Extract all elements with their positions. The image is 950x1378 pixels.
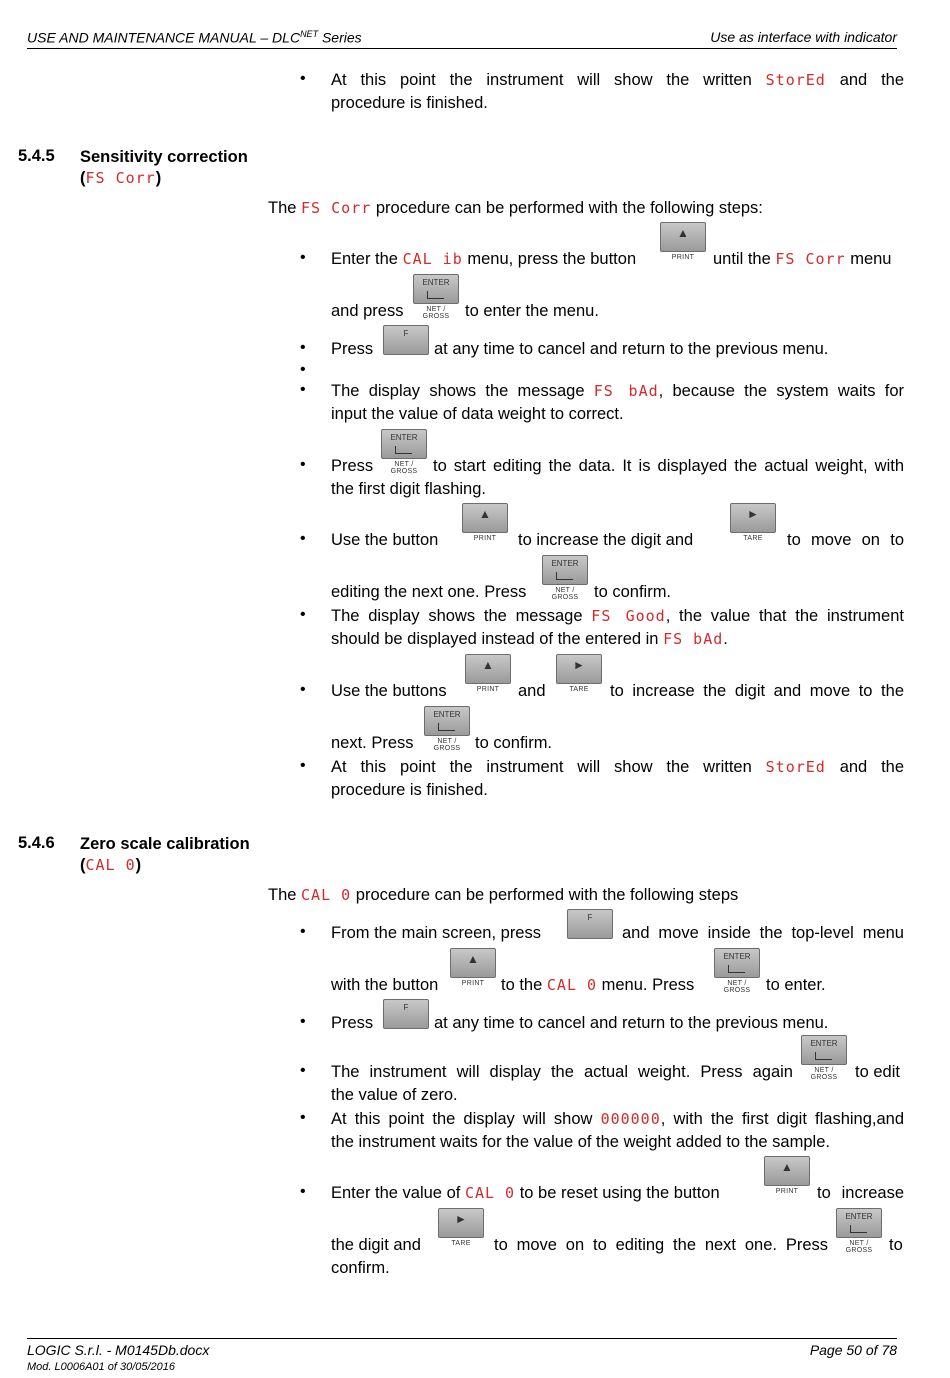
text: should be displayed instead of the entered in bbox=[331, 630, 659, 648]
bullet-dot: • bbox=[300, 381, 306, 398]
button-enter-text: ENTER bbox=[390, 433, 418, 442]
s545-b9 bbox=[331, 756, 904, 802]
enter-netgross-button[interactable] bbox=[542, 555, 588, 601]
button-label: NET / GROSS bbox=[723, 980, 751, 994]
up-arrow-icon: ▲ bbox=[677, 226, 689, 240]
s545-intro bbox=[268, 197, 763, 220]
s545-b5-a: Press bbox=[331, 457, 374, 475]
button-enter-text: ENTER bbox=[810, 1039, 838, 1048]
text: menu bbox=[850, 250, 892, 268]
enter-netgross-button[interactable] bbox=[424, 706, 470, 752]
text: The display shows the message bbox=[331, 607, 583, 625]
s545-b4 bbox=[331, 380, 904, 426]
enter-netgross-button[interactable] bbox=[836, 1208, 882, 1254]
display-stored: StorEd bbox=[765, 71, 826, 89]
button-label: PRINT bbox=[461, 980, 485, 987]
header-manual-title bbox=[27, 29, 362, 46]
text: procedure can be performed with the following steps: bbox=[375, 199, 763, 217]
header-title-series: Series bbox=[318, 29, 362, 46]
bullet-dot: • bbox=[300, 923, 306, 940]
bullet-dot: • bbox=[300, 757, 306, 774]
bullet-dot: • bbox=[300, 606, 306, 623]
bullet-dot: • bbox=[300, 339, 306, 356]
s545-b5-b bbox=[433, 455, 904, 478]
text: , because the system waits for bbox=[658, 382, 904, 400]
line: procedure is finished. bbox=[331, 781, 488, 799]
s545-b8-b: and bbox=[518, 682, 546, 700]
enter-return-icon bbox=[850, 1225, 867, 1233]
s546-b5-d bbox=[494, 1234, 828, 1257]
button-label: NET / GROSS bbox=[845, 1240, 873, 1254]
text: At this point the instrument will show the written bbox=[331, 758, 752, 776]
bullet-dot: • bbox=[300, 530, 306, 547]
print-up-button[interactable] bbox=[764, 1156, 810, 1195]
bullet-dot: • bbox=[300, 361, 306, 378]
button-enter-text: ENTER bbox=[422, 278, 450, 287]
text: At this point the instrument will show the written bbox=[331, 71, 752, 89]
display-stored: StorEd bbox=[765, 758, 826, 776]
right-arrow-icon: ► bbox=[747, 507, 759, 521]
display-zeros: 000000 bbox=[600, 1110, 661, 1128]
s546-b3-b: to edit bbox=[855, 1063, 900, 1081]
s545-b5-c: the first digit flashing. bbox=[331, 480, 486, 498]
button-label: PRINT bbox=[775, 1188, 799, 1195]
s545-b1-c: and press bbox=[331, 302, 404, 320]
s546-b1-d bbox=[501, 974, 694, 997]
button-label: PRINT bbox=[476, 686, 500, 693]
button-label: PRINT bbox=[671, 254, 695, 261]
bullet-dot: • bbox=[300, 681, 306, 698]
text: The bbox=[268, 199, 297, 217]
section-title bbox=[80, 147, 248, 189]
display-cal-0: CAL 0 bbox=[85, 856, 136, 874]
line: The instrument will display the actual weight. Press again bbox=[331, 1063, 793, 1081]
button-label: NET / GROSS bbox=[422, 306, 450, 320]
bullet-dot: • bbox=[300, 1109, 306, 1126]
up-arrow-icon: ▲ bbox=[482, 658, 494, 672]
enter-return-icon bbox=[395, 446, 412, 454]
text: to be reset using the button bbox=[519, 1184, 720, 1202]
text: Enter the value of bbox=[331, 1184, 461, 1202]
footer-document: LOGIC S.r.l. - M0145Db.docx bbox=[27, 1342, 210, 1358]
header-title-sup: NET bbox=[300, 29, 319, 39]
text: . bbox=[723, 630, 728, 648]
page-header bbox=[27, 28, 897, 49]
s546-b2-a: Press bbox=[331, 1014, 374, 1032]
s546-b1-c: with the button bbox=[331, 976, 439, 994]
tare-right-button[interactable] bbox=[730, 503, 776, 542]
tare-right-button[interactable] bbox=[438, 1208, 484, 1247]
line: to move on to bbox=[787, 531, 904, 549]
button-label: NET / GROSS bbox=[551, 587, 579, 601]
line: and move inside the top-level menu bbox=[622, 924, 904, 942]
bullet-dot: • bbox=[300, 249, 306, 266]
text: , the value that the instrument bbox=[665, 607, 904, 625]
s545-b6-e: to confirm. bbox=[594, 583, 672, 601]
section-title-text: Zero scale calibration bbox=[80, 835, 250, 853]
button-label: NET / GROSS bbox=[433, 738, 461, 752]
button-label: TARE bbox=[451, 1240, 471, 1247]
bullet-dot: • bbox=[300, 1013, 306, 1030]
text: , with the first digit flashing,and bbox=[660, 1110, 904, 1128]
s546-b2-b: at any time to cancel and return to the previous menu. bbox=[434, 1014, 829, 1032]
up-arrow-icon: ▲ bbox=[479, 507, 491, 521]
s545-b2-b: at any time to cancel and return to the previous menu. bbox=[434, 340, 829, 358]
text: The bbox=[268, 886, 297, 904]
s546-b3-a bbox=[331, 1061, 793, 1084]
enter-return-icon bbox=[815, 1052, 832, 1060]
s546-b1-a: From the main screen, press bbox=[331, 924, 541, 942]
text: and the bbox=[839, 758, 905, 776]
button-f-text: F bbox=[403, 1003, 409, 1012]
page-footer bbox=[27, 1342, 897, 1358]
display-fs-bad: FS bAd bbox=[663, 630, 724, 648]
section-number: 5.4.6 bbox=[18, 834, 55, 852]
tare-right-button[interactable] bbox=[556, 654, 602, 693]
button-enter-text: ENTER bbox=[723, 952, 751, 961]
s546-intro bbox=[268, 884, 738, 907]
s545-b8-d: next. Press bbox=[331, 734, 414, 752]
f-button[interactable] bbox=[383, 999, 429, 1029]
section-title bbox=[80, 834, 250, 876]
s546-b1-e: to enter. bbox=[766, 976, 826, 994]
text: menu, press the button bbox=[467, 250, 637, 268]
up-arrow-icon: ▲ bbox=[467, 952, 479, 966]
s545-b8-e: to confirm. bbox=[475, 734, 553, 752]
s545-b1-d: to enter the menu. bbox=[465, 302, 599, 320]
footer-page-number: Page 50 of 78 bbox=[809, 1342, 897, 1358]
button-enter-text: ENTER bbox=[845, 1212, 873, 1221]
s545-b8-c bbox=[610, 680, 904, 703]
line: input the value of data weight to correct. bbox=[331, 405, 624, 423]
s546-b3-c: the value of zero. bbox=[331, 1086, 458, 1104]
enter-return-icon bbox=[427, 291, 444, 299]
footer-mod: Mod. L0006A01 of 30/05/2016 bbox=[27, 1361, 176, 1373]
line bbox=[331, 1108, 904, 1131]
s546-b1-b bbox=[622, 922, 904, 945]
button-label: TARE bbox=[569, 686, 589, 693]
line: to increase bbox=[817, 1184, 904, 1202]
print-up-button[interactable] bbox=[465, 654, 511, 693]
section-title-code: (FS Corr) bbox=[80, 169, 162, 187]
right-arrow-icon: ► bbox=[455, 1212, 467, 1226]
button-label: TARE bbox=[743, 535, 763, 542]
display-fs-corr: FS Corr bbox=[775, 250, 846, 268]
footer-divider bbox=[27, 1338, 897, 1339]
f-button[interactable] bbox=[567, 909, 613, 939]
text: The display shows the message bbox=[331, 382, 585, 400]
bullet-dot: • bbox=[300, 1062, 306, 1079]
line: the instrument waits for the value of the weight added to the sample. bbox=[331, 1133, 830, 1151]
text: to the bbox=[501, 976, 543, 994]
up-arrow-icon: ▲ bbox=[781, 1160, 793, 1174]
display-fs-bad: FS bAd bbox=[593, 382, 659, 400]
display-calib: CAL ib bbox=[402, 250, 463, 268]
s545-b6-c bbox=[787, 529, 904, 552]
enter-netgross-button[interactable] bbox=[381, 429, 427, 475]
s546-b5-c: the digit and bbox=[331, 1236, 421, 1254]
right-arrow-icon: ► bbox=[573, 658, 585, 672]
s546-b5-f: confirm. bbox=[331, 1259, 390, 1277]
button-enter-text: ENTER bbox=[433, 710, 461, 719]
line: to increase the digit and move to the bbox=[610, 682, 904, 700]
text: procedure can be performed with the following steps bbox=[355, 886, 739, 904]
button-enter-text: ENTER bbox=[551, 559, 579, 568]
bullet-dot: • bbox=[300, 456, 306, 473]
text: until the bbox=[713, 250, 771, 268]
enter-return-icon bbox=[556, 572, 573, 580]
text: Enter the bbox=[331, 250, 398, 268]
line bbox=[331, 605, 904, 628]
enter-return-icon bbox=[728, 965, 745, 973]
display-fs-corr: FS Corr bbox=[301, 199, 372, 217]
header-title-text: USE AND MAINTENANCE MANUAL – DLC bbox=[27, 29, 301, 46]
s546-b5-b bbox=[817, 1182, 904, 1205]
button-label: NET / GROSS bbox=[390, 461, 418, 475]
line bbox=[331, 756, 904, 779]
s545-b1-b bbox=[713, 248, 891, 271]
line: to start editing the data. It is displayed the actual weight, with bbox=[433, 457, 904, 475]
bullet-dot: • bbox=[300, 70, 306, 87]
s546-b4 bbox=[331, 1108, 904, 1154]
enter-netgross-button[interactable] bbox=[801, 1035, 847, 1081]
button-f-text: F bbox=[403, 329, 409, 338]
s546-b5-e: to bbox=[889, 1236, 903, 1254]
s545-b6-a: Use the button bbox=[331, 531, 439, 549]
display-fs-good: FS Good bbox=[591, 607, 666, 625]
section-number: 5.4.5 bbox=[18, 147, 55, 165]
text: menu. Press bbox=[601, 976, 695, 994]
section-title-code: (CAL 0) bbox=[80, 856, 142, 874]
enter-netgross-button[interactable] bbox=[413, 274, 459, 320]
enter-netgross-button[interactable] bbox=[714, 948, 760, 994]
s545-b8-a: Use the buttons bbox=[331, 682, 447, 700]
text: At this point the display will show bbox=[331, 1110, 593, 1128]
print-up-button[interactable] bbox=[462, 503, 508, 542]
enter-return-icon bbox=[438, 723, 455, 731]
s545-b6-b: to increase the digit and bbox=[518, 531, 694, 549]
bullet-dot: • bbox=[300, 1183, 306, 1200]
s545-b2-a: Press bbox=[331, 340, 374, 358]
button-f-text: F bbox=[587, 913, 593, 922]
header-section: Use as interface with indicator bbox=[710, 29, 897, 45]
top-bullet-line2: procedure is finished. bbox=[331, 94, 488, 112]
s545-b6-d: editing the next one. Press bbox=[331, 583, 527, 601]
s546-b5-a bbox=[331, 1182, 720, 1205]
line bbox=[331, 380, 904, 403]
s545-b7 bbox=[331, 605, 904, 651]
line: to move on to editing the next one. Press bbox=[494, 1236, 828, 1254]
s545-b1-a bbox=[331, 248, 636, 271]
top-bullet-line1 bbox=[331, 69, 904, 92]
print-up-button[interactable] bbox=[450, 948, 496, 987]
display-cal-0: CAL 0 bbox=[464, 1184, 516, 1202]
print-up-button[interactable] bbox=[660, 222, 706, 261]
display-fs-corr: FS Corr bbox=[85, 169, 156, 187]
button-label: NET / GROSS bbox=[810, 1067, 838, 1081]
display-cal-0: CAL 0 bbox=[301, 886, 352, 904]
button-label: PRINT bbox=[473, 535, 497, 542]
f-button[interactable] bbox=[383, 325, 429, 355]
section-title-text: Sensitivity correction bbox=[80, 148, 248, 166]
text: and the bbox=[839, 71, 905, 89]
line bbox=[331, 628, 904, 651]
display-cal-0: CAL 0 bbox=[546, 976, 598, 994]
top-bullet bbox=[331, 69, 904, 115]
